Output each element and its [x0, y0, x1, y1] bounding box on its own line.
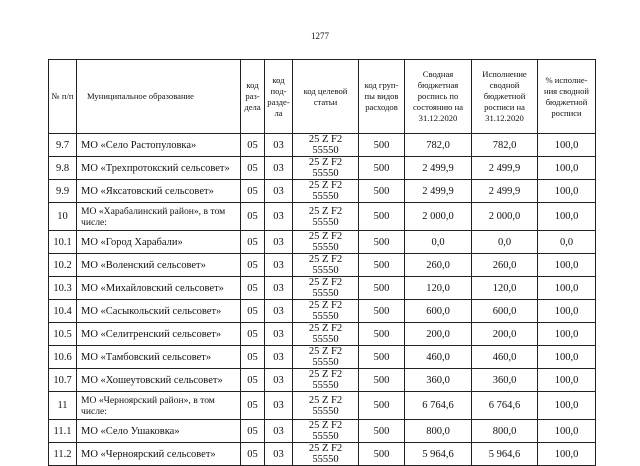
target-article-code-cell: 25 Z F2 55550	[293, 157, 359, 180]
execution-percent-cell: 100,0	[538, 134, 596, 157]
col-header-number: № п/п	[49, 60, 77, 134]
subsection-code-cell: 03	[265, 277, 293, 300]
municipality-name-cell: МО «Харабалинский район», в том числе:	[77, 203, 241, 231]
table-row	[49, 277, 596, 300]
budget-list-amount-cell: 800,0	[405, 420, 472, 443]
municipality-name-cell: МО «Хошеутовский сельсовет»	[77, 369, 241, 392]
section-code-cell: 05	[241, 323, 265, 346]
col-header-section-code: код раз-дела	[241, 60, 265, 134]
expense-group-code-cell: 500	[359, 369, 405, 392]
budget-table	[48, 59, 596, 466]
expense-group-code-cell: 500	[359, 203, 405, 231]
execution-amount-cell: 260,0	[472, 254, 538, 277]
execution-percent-cell: 100,0	[538, 323, 596, 346]
target-article-code-cell: 25 Z F2 55550	[293, 369, 359, 392]
execution-amount-cell: 460,0	[472, 346, 538, 369]
section-code-cell: 05	[241, 392, 265, 420]
execution-amount-cell: 200,0	[472, 323, 538, 346]
expense-group-code-cell: 500	[359, 277, 405, 300]
execution-amount-cell: 360,0	[472, 369, 538, 392]
execution-amount-cell: 6 764,6	[472, 392, 538, 420]
row-number-cell: 10.1	[49, 231, 77, 254]
budget-list-amount-cell: 120,0	[405, 277, 472, 300]
expense-group-code-cell: 500	[359, 420, 405, 443]
row-number-cell: 11.1	[49, 420, 77, 443]
section-code-cell: 05	[241, 443, 265, 466]
table-header-row	[49, 60, 596, 134]
expense-group-code-cell: 500	[359, 392, 405, 420]
execution-percent-cell: 100,0	[538, 392, 596, 420]
execution-percent-cell: 100,0	[538, 420, 596, 443]
budget-list-amount-cell: 360,0	[405, 369, 472, 392]
expense-group-code-cell: 500	[359, 254, 405, 277]
subsection-code-cell: 03	[265, 203, 293, 231]
subsection-code-cell: 03	[265, 300, 293, 323]
section-code-cell: 05	[241, 180, 265, 203]
municipality-name-cell: МО «Яксатовский сельсовет»	[77, 180, 241, 203]
col-header-target-article-code: код целевой статьи	[293, 60, 359, 134]
municipality-name-cell: МО «Селитренский сельсовет»	[77, 323, 241, 346]
row-number-cell: 10	[49, 203, 77, 231]
execution-percent-cell: 100,0	[538, 203, 596, 231]
budget-list-amount-cell: 200,0	[405, 323, 472, 346]
execution-percent-cell: 100,0	[538, 369, 596, 392]
expense-group-code-cell: 500	[359, 231, 405, 254]
row-number-cell: 10.4	[49, 300, 77, 323]
execution-amount-cell: 5 964,6	[472, 443, 538, 466]
col-header-subsection-code: код под-разде-ла	[265, 60, 293, 134]
subsection-code-cell: 03	[265, 443, 293, 466]
section-code-cell: 05	[241, 254, 265, 277]
expense-group-code-cell: 500	[359, 134, 405, 157]
expense-group-code-cell: 500	[359, 323, 405, 346]
expense-group-code-cell: 500	[359, 443, 405, 466]
row-number-cell: 9.7	[49, 134, 77, 157]
execution-amount-cell: 2 499,9	[472, 157, 538, 180]
budget-list-amount-cell: 460,0	[405, 346, 472, 369]
target-article-code-cell: 25 Z F2 55550	[293, 180, 359, 203]
target-article-code-cell: 25 Z F2 55550	[293, 231, 359, 254]
col-header-municipality: Муниципальное образование	[77, 60, 241, 134]
subsection-code-cell: 03	[265, 231, 293, 254]
budget-list-amount-cell: 0,0	[405, 231, 472, 254]
execution-amount-cell: 2 000,0	[472, 203, 538, 231]
municipality-name-cell: МО «Черноярский район», в том числе:	[77, 392, 241, 420]
table-row	[49, 392, 596, 420]
expense-group-code-cell: 500	[359, 180, 405, 203]
row-number-cell: 10.7	[49, 369, 77, 392]
section-code-cell: 05	[241, 420, 265, 443]
subsection-code-cell: 03	[265, 346, 293, 369]
execution-percent-cell: 100,0	[538, 254, 596, 277]
section-code-cell: 05	[241, 346, 265, 369]
municipality-name-cell: МО «Трехпротокский сельсовет»	[77, 157, 241, 180]
section-code-cell: 05	[241, 300, 265, 323]
expense-group-code-cell: 500	[359, 157, 405, 180]
table-row	[49, 323, 596, 346]
expense-group-code-cell: 500	[359, 300, 405, 323]
row-number-cell: 10.6	[49, 346, 77, 369]
target-article-code-cell: 25 Z F2 55550	[293, 443, 359, 466]
row-number-cell: 11.2	[49, 443, 77, 466]
row-number-cell: 10.5	[49, 323, 77, 346]
target-article-code-cell: 25 Z F2 55550	[293, 392, 359, 420]
municipality-name-cell: МО «Тамбовский сельсовет»	[77, 346, 241, 369]
execution-amount-cell: 782,0	[472, 134, 538, 157]
subsection-code-cell: 03	[265, 134, 293, 157]
execution-amount-cell: 600,0	[472, 300, 538, 323]
target-article-code-cell: 25 Z F2 55550	[293, 134, 359, 157]
budget-list-amount-cell: 600,0	[405, 300, 472, 323]
target-article-code-cell: 25 Z F2 55550	[293, 323, 359, 346]
budget-list-amount-cell: 782,0	[405, 134, 472, 157]
municipality-name-cell: МО «Михайловский сельсовет»	[77, 277, 241, 300]
section-code-cell: 05	[241, 231, 265, 254]
table-row	[49, 346, 596, 369]
execution-amount-cell: 800,0	[472, 420, 538, 443]
table-row	[49, 180, 596, 203]
municipality-name-cell: МО «Сасыкольский сельсовет»	[77, 300, 241, 323]
budget-list-amount-cell: 260,0	[405, 254, 472, 277]
target-article-code-cell: 25 Z F2 55550	[293, 300, 359, 323]
municipality-name-cell: МО «Город Харабали»	[77, 231, 241, 254]
execution-percent-cell: 100,0	[538, 346, 596, 369]
budget-list-amount-cell: 2 499,9	[405, 157, 472, 180]
table-row	[49, 369, 596, 392]
table-row	[49, 134, 596, 157]
row-number-cell: 11	[49, 392, 77, 420]
col-header-execution-percent: % исполне-ния сводной бюджетной росписи	[538, 60, 596, 134]
section-code-cell: 05	[241, 277, 265, 300]
col-header-expense-group-code: код груп-пы видов расходов	[359, 60, 405, 134]
execution-amount-cell: 120,0	[472, 277, 538, 300]
execution-amount-cell: 0,0	[472, 231, 538, 254]
target-article-code-cell: 25 Z F2 55550	[293, 346, 359, 369]
row-number-cell: 10.2	[49, 254, 77, 277]
section-code-cell: 05	[241, 134, 265, 157]
execution-percent-cell: 100,0	[538, 300, 596, 323]
row-number-cell: 9.9	[49, 180, 77, 203]
target-article-code-cell: 25 Z F2 55550	[293, 254, 359, 277]
execution-percent-cell: 100,0	[538, 443, 596, 466]
subsection-code-cell: 03	[265, 180, 293, 203]
table-row	[49, 420, 596, 443]
subsection-code-cell: 03	[265, 369, 293, 392]
subsection-code-cell: 03	[265, 420, 293, 443]
budget-list-amount-cell: 5 964,6	[405, 443, 472, 466]
execution-percent-cell: 100,0	[538, 157, 596, 180]
col-header-execution: Исполнение сводной бюджетной росписи на 31.12.2020	[472, 60, 538, 134]
section-code-cell: 05	[241, 157, 265, 180]
row-number-cell: 9.8	[49, 157, 77, 180]
table-body	[49, 134, 596, 466]
target-article-code-cell: 25 Z F2 55550	[293, 420, 359, 443]
execution-amount-cell: 2 499,9	[472, 180, 538, 203]
execution-percent-cell: 100,0	[538, 180, 596, 203]
municipality-name-cell: МО «Село Растопуловка»	[77, 134, 241, 157]
table-row	[49, 203, 596, 231]
target-article-code-cell: 25 Z F2 55550	[293, 277, 359, 300]
table-row	[49, 254, 596, 277]
municipality-name-cell: МО «Черноярский сельсовет»	[77, 443, 241, 466]
target-article-code-cell: 25 Z F2 55550	[293, 203, 359, 231]
municipality-name-cell: МО «Село Ушаковка»	[77, 420, 241, 443]
subsection-code-cell: 03	[265, 157, 293, 180]
budget-list-amount-cell: 2 000,0	[405, 203, 472, 231]
subsection-code-cell: 03	[265, 392, 293, 420]
budget-list-amount-cell: 2 499,9	[405, 180, 472, 203]
municipality-name-cell: МО «Воленский сельсовет»	[77, 254, 241, 277]
page-number: 1277	[311, 31, 329, 41]
subsection-code-cell: 03	[265, 254, 293, 277]
expense-group-code-cell: 500	[359, 346, 405, 369]
table-row	[49, 300, 596, 323]
execution-percent-cell: 100,0	[538, 277, 596, 300]
subsection-code-cell: 03	[265, 323, 293, 346]
col-header-budget-list: Сводная бюджетная роспись по состоянию на 31.12.2020	[405, 60, 472, 134]
execution-percent-cell: 0,0	[538, 231, 596, 254]
table-row	[49, 157, 596, 180]
table-row	[49, 231, 596, 254]
table-row	[49, 443, 596, 466]
section-code-cell: 05	[241, 203, 265, 231]
section-code-cell: 05	[241, 369, 265, 392]
budget-list-amount-cell: 6 764,6	[405, 392, 472, 420]
row-number-cell: 10.3	[49, 277, 77, 300]
